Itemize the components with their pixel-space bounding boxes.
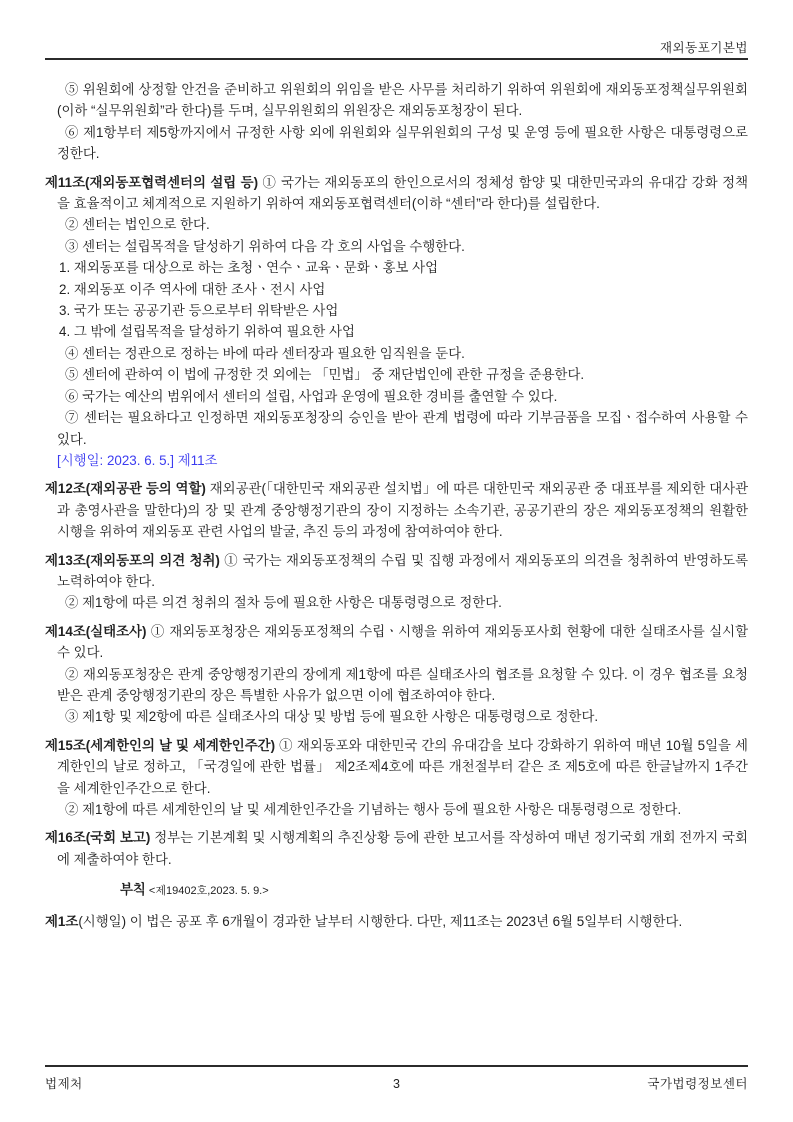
numbered-item: 2. 재외동포 이주 역사에 대한 조사ㆍ전시 사업 [59,281,326,297]
page-header [45,0,748,60]
article-paragraph: 제11조(재외동포협력센터의 설립 등) ① 국가는 재외동포의 한인으로서의 정체성 함양 및 대한민국과의 유대감 강화 정책을 효율적이고 체계적으로 지원하기 위하여 재외동포협력센터(이하 “센터”라 한다)를 설립한다. [45,174,749,212]
addendum-article: 제1조(시행일) 이 법은 공포 후 6개월이 경과한 날부터 시행한다. 다만, 제11조는 2023년 6월 5일부터 시행한다. [45,913,683,929]
article-number-heading: 제16조(국회 보고) [45,830,151,846]
effective-date-note: [시행일: 2023. 6. 5.] 제11조 [57,452,218,468]
addendum-promulgation-note: <제19402호,2023. 5. 9.> [145,885,269,898]
sub-paragraph: ⑥ 국가는 예산의 범위에서 센터의 설립, 사업과 운영에 필요한 경비를 출연할 수 있다. [65,388,558,404]
article-number-heading: 제15조(세계한인의 날 및 세계한인주간) [45,737,276,753]
sub-paragraph: ④ 센터는 정관으로 정하는 바에 따라 센터장과 필요한 임직원을 둔다. [65,345,465,361]
sub-paragraph: ⑦ 센터는 필요하다고 인정하면 재외동포청장의 승인을 받아 관계 법령에 따라 기부금품을 모집ㆍ접수하여 사용할 수 있다. [57,410,748,447]
article-number-heading: 제11조(재외동포협력센터의 설립 등) [45,174,259,190]
footer-page-number: 3 [393,1077,400,1091]
footer-source: 국가법령정보센터 [647,1077,748,1091]
document-body [45,79,748,932]
article-number-heading: 제1조 [45,913,79,929]
article-number-heading: 제14조(실태조사) [45,623,147,639]
article-number-heading: 부칙 [120,882,146,898]
article-number-heading: 제12조(재외공관 등의 역할) [45,481,206,497]
sub-paragraph: ② 제1항에 따른 세계한인의 날 및 세계한인주간을 기념하는 행사 등에 필요한 사항은 대통령령으로 정한다. [65,802,682,817]
footer-row [45,1067,748,1092]
article-paragraph: 제16조(국회 보고) 정부는 기본계획 및 시행계획의 추진상황 등에 관한 보고서를 작성하여 매년 정기국회 개회 전까지 국회에 제출하여야 한다. [45,830,748,867]
header-rule [45,58,748,60]
numbered-item: 1. 재외동포를 대상으로 하는 초청ㆍ연수ㆍ교육ㆍ문화ㆍ홍보 사업 [59,260,439,276]
article-paragraph: 제13조(재외동포의 의견 청취) ① 국가는 재외동포정책의 수립 및 집행 과정에서 재외동포의 의견을 청취하여 반영하도록 노력하여야 한다. [45,552,749,589]
sub-paragraph: ⑥ 제1항부터 제5항까지에서 규정한 사항 외에 위원회와 실무위원회의 구성 및 운영 등에 필요한 사항은 대통령령으로 정한다. [57,124,748,162]
numbered-item: 4. 그 밖에 설립목적을 달성하기 위하여 필요한 사업 [59,324,355,340]
article-paragraph: 제15조(세계한인의 날 및 세계한인주간) ① 재외동포와 대한민국 간의 유대감을 보다 강화하기 위하여 매년 10월 5일을 세계한인의 날로 정하고, 「국경일에 관한 법률」 제2조제4호에 따른 개천절부터 같은 조 제5호에 따른 한글날까지 1주간을 세계한인주간으로 한다. [45,737,748,796]
footer-publisher: 법제처 [45,1077,83,1091]
article-paragraph: 제14조(실태조사) ① 재외동포청장은 재외동포정책의 수립ㆍ시행을 위하여 재외동포사회 현황에 대한 실태조사를 실시할 수 있다. [45,623,748,661]
document-title: 재외동포기본법 [659,41,748,55]
sub-paragraph: ② 재외동포청장은 관계 중앙행정기관의 장에게 제1항에 따른 실태조사의 협조를 요청할 수 있다. 이 경우 협조를 요청받은 관계 중앙행정기관의 장은 특별한 사유가 없으면 이에 협조하여야 한다. [57,666,748,703]
sub-paragraph: ⑤ 위원회에 상정할 안건을 준비하고 위원회의 위임을 받은 사무를 처리하기 위하여 위원회에 재외동포정책실무위원회(이하 “실무위원회”라 한다)를 두며, 실무위원회의 위원장은 재외동포청장이 된다. [57,82,748,119]
sub-paragraph: ⑤ 센터에 관하여 이 법에 규정한 것 외에는 「민법」 중 재단법인에 관한 규정을 준용한다. [65,367,585,383]
addendum-title [45,879,748,902]
page-footer [45,1062,748,1092]
sub-paragraph: ③ 센터는 설립목적을 달성하기 위하여 다음 각 호의 사업을 수행한다. [65,238,465,254]
sub-paragraph: ② 제1항에 따른 의견 청취의 절차 등에 필요한 사항은 대통령령으로 정한다. [65,595,502,611]
numbered-item: 3. 국가 또는 공공기관 등으로부터 위탁받은 사업 [59,303,339,319]
sub-paragraph: ③ 제1항 및 제2항에 따른 실태조사의 대상 및 방법 등에 필요한 사항은 대통령령으로 정한다. [65,709,599,725]
article-number-heading: 제13조(재외동포의 의견 청취) [45,552,220,568]
article-paragraph: 제12조(재외공관 등의 역할) 재외공관(「대한민국 재외공관 설치법」에 따른 대한민국 재외공관 중 대표부를 제외한 대사관과 총영사관을 말한다)의 장 및 관계 중앙행정기관의 장이 지정하는 소속기관, 공공기관의 장은 재외동포정책의 원활한 시행을 위하여 재외동포 관련 사업의 발굴, 추진 등의 과정에 참여하여야 한다. [45,481,749,540]
sub-paragraph: ② 센터는 법인으로 한다. [65,217,210,233]
